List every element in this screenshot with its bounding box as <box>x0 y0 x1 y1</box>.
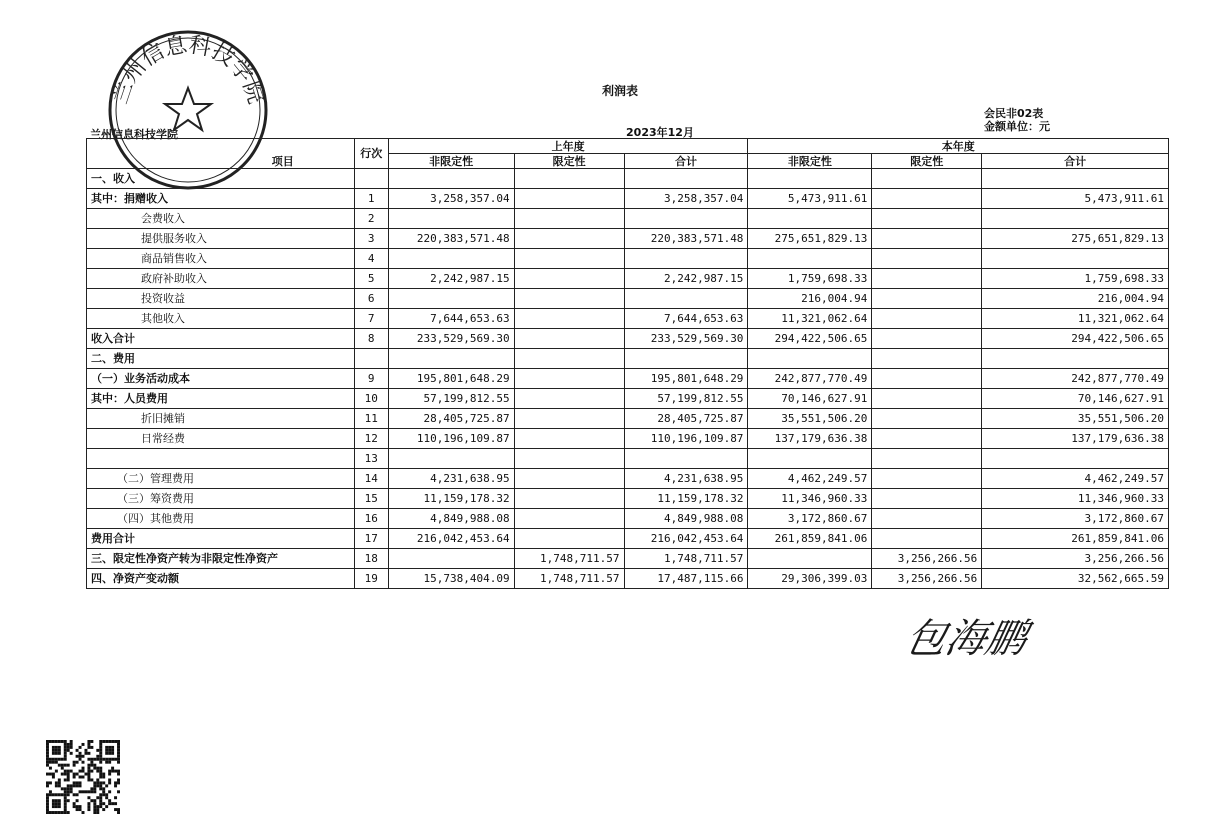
row-item-name: （一）业务活动成本 <box>87 369 355 389</box>
cell-curr-total: 216,004.94 <box>982 289 1169 309</box>
col-header-curr-total: 合计 <box>982 154 1169 169</box>
cell-curr-unrestricted: 242,877,770.49 <box>748 369 872 389</box>
col-header-curr-unrestricted: 非限定性 <box>748 154 872 169</box>
table-row <box>87 469 1169 489</box>
table-row <box>87 509 1169 529</box>
currency-unit: 金额单位：元 <box>984 120 1050 133</box>
cell-curr-restricted <box>872 209 982 229</box>
cell-prev-total: 11,159,178.32 <box>624 489 748 509</box>
cell-curr-unrestricted: 11,321,062.64 <box>748 309 872 329</box>
cell-curr-unrestricted <box>748 449 872 469</box>
cell-prev-restricted <box>514 329 624 349</box>
cell-prev-total: 220,383,571.48 <box>624 229 748 249</box>
cell-curr-restricted <box>872 349 982 369</box>
col-header-curr-year: 本年度 <box>748 139 1169 154</box>
cell-curr-unrestricted: 294,422,506.65 <box>748 329 872 349</box>
row-item-name: 一、收入 <box>87 169 355 189</box>
cell-curr-unrestricted: 3,172,860.67 <box>748 509 872 529</box>
cell-curr-total <box>982 449 1169 469</box>
cell-curr-total: 11,321,062.64 <box>982 309 1169 329</box>
cell-curr-restricted <box>872 529 982 549</box>
col-header-row-no: 行次 <box>354 139 388 169</box>
cell-prev-restricted <box>514 209 624 229</box>
cell-prev-unrestricted: 7,644,653.63 <box>388 309 514 329</box>
cell-prev-unrestricted: 3,258,357.04 <box>388 189 514 209</box>
cell-prev-unrestricted <box>388 289 514 309</box>
cell-prev-restricted <box>514 169 624 189</box>
cell-prev-restricted <box>514 249 624 269</box>
cell-prev-unrestricted: 4,849,988.08 <box>388 509 514 529</box>
cell-prev-unrestricted: 11,159,178.32 <box>388 489 514 509</box>
cell-curr-unrestricted: 1,759,698.33 <box>748 269 872 289</box>
row-item-name: 其中：人员费用 <box>87 389 355 409</box>
table-row <box>87 549 1169 569</box>
table-row <box>87 329 1169 349</box>
row-number: 11 <box>354 409 388 429</box>
form-code: 会民非02表 <box>984 107 1044 120</box>
cell-curr-restricted <box>872 229 982 249</box>
col-header-prev-total: 合计 <box>624 154 748 169</box>
cell-prev-unrestricted: 195,801,648.29 <box>388 369 514 389</box>
row-number: 13 <box>354 449 388 469</box>
cell-prev-total: 110,196,109.87 <box>624 429 748 449</box>
cell-prev-total: 216,042,453.64 <box>624 529 748 549</box>
cell-prev-total <box>624 289 748 309</box>
income-statement-table <box>86 138 1169 589</box>
cell-curr-unrestricted <box>748 209 872 229</box>
table-row <box>87 369 1169 389</box>
cell-prev-unrestricted: 28,405,725.87 <box>388 409 514 429</box>
cell-prev-total: 3,258,357.04 <box>624 189 748 209</box>
cell-prev-unrestricted <box>388 249 514 269</box>
cell-prev-total <box>624 209 748 229</box>
cell-curr-restricted <box>872 189 982 209</box>
cell-prev-restricted <box>514 349 624 369</box>
star-icon <box>165 88 211 130</box>
row-number: 3 <box>354 229 388 249</box>
cell-curr-restricted <box>872 469 982 489</box>
cell-curr-unrestricted <box>748 549 872 569</box>
cell-prev-unrestricted <box>388 349 514 369</box>
cell-prev-total <box>624 449 748 469</box>
qr-code-icon <box>46 740 120 814</box>
row-number <box>354 349 388 369</box>
cell-curr-restricted <box>872 329 982 349</box>
row-number: 7 <box>354 309 388 329</box>
row-item-name: 三、限定性净资产转为非限定性净资产 <box>87 549 355 569</box>
cell-curr-unrestricted <box>748 249 872 269</box>
row-item-name: 四、净资产变动额 <box>87 569 355 589</box>
row-number: 1 <box>354 189 388 209</box>
cell-curr-restricted <box>872 429 982 449</box>
cell-prev-restricted <box>514 489 624 509</box>
organization-name: 兰州信息科技学院 <box>90 128 178 141</box>
cell-curr-total: 294,422,506.65 <box>982 329 1169 349</box>
col-header-prev-year: 上年度 <box>388 139 748 154</box>
col-header-item: 项目 <box>87 139 355 169</box>
cell-curr-restricted <box>872 249 982 269</box>
col-header-curr-restricted: 限定性 <box>872 154 982 169</box>
cell-curr-unrestricted: 261,859,841.06 <box>748 529 872 549</box>
row-number: 16 <box>354 509 388 529</box>
cell-prev-restricted <box>514 369 624 389</box>
row-item-name: 提供服务收入 <box>87 229 355 249</box>
cell-curr-total: 242,877,770.49 <box>982 369 1169 389</box>
row-number: 10 <box>354 389 388 409</box>
cell-curr-total: 70,146,627.91 <box>982 389 1169 409</box>
cell-curr-restricted <box>872 369 982 389</box>
table-row <box>87 569 1169 589</box>
cell-prev-total: 7,644,653.63 <box>624 309 748 329</box>
cell-prev-total <box>624 349 748 369</box>
cell-prev-unrestricted: 57,199,812.55 <box>388 389 514 409</box>
official-seal <box>98 18 278 194</box>
cell-prev-total <box>624 249 748 269</box>
cell-prev-total: 57,199,812.55 <box>624 389 748 409</box>
cell-prev-total: 28,405,725.87 <box>624 409 748 429</box>
cell-prev-restricted: 1,748,711.57 <box>514 549 624 569</box>
row-item-name: 收入合计 <box>87 329 355 349</box>
cell-curr-total: 32,562,665.59 <box>982 569 1169 589</box>
row-number: 8 <box>354 329 388 349</box>
cell-curr-unrestricted: 275,651,829.13 <box>748 229 872 249</box>
col-header-prev-unrestricted: 非限定性 <box>388 154 514 169</box>
row-item-name: 商品销售收入 <box>87 249 355 269</box>
cell-curr-total: 3,172,860.67 <box>982 509 1169 529</box>
cell-prev-unrestricted: 15,738,404.09 <box>388 569 514 589</box>
report-period: 2023年12月 <box>626 126 694 139</box>
cell-prev-restricted <box>514 189 624 209</box>
row-number <box>354 169 388 189</box>
row-number: 15 <box>354 489 388 509</box>
cell-curr-total: 35,551,506.20 <box>982 409 1169 429</box>
cell-prev-unrestricted: 4,231,638.95 <box>388 469 514 489</box>
table-row <box>87 269 1169 289</box>
cell-curr-total: 3,256,266.56 <box>982 549 1169 569</box>
cell-curr-restricted <box>872 269 982 289</box>
cell-prev-total: 17,487,115.66 <box>624 569 748 589</box>
cell-curr-total: 1,759,698.33 <box>982 269 1169 289</box>
row-number: 17 <box>354 529 388 549</box>
cell-prev-unrestricted <box>388 449 514 469</box>
cell-prev-restricted <box>514 529 624 549</box>
table-row <box>87 349 1169 369</box>
row-item-name: （二）管理费用 <box>87 469 355 489</box>
cell-curr-restricted <box>872 289 982 309</box>
cell-curr-unrestricted: 5,473,911.61 <box>748 189 872 209</box>
cell-prev-unrestricted: 216,042,453.64 <box>388 529 514 549</box>
cell-curr-unrestricted: 35,551,506.20 <box>748 409 872 429</box>
row-item-name: 其他收入 <box>87 309 355 329</box>
cell-curr-restricted: 3,256,266.56 <box>872 569 982 589</box>
row-item-name: 折旧摊销 <box>87 409 355 429</box>
seal-text: 兰州信息科技学院 <box>107 32 269 107</box>
cell-curr-unrestricted <box>748 169 872 189</box>
table-row <box>87 249 1169 269</box>
cell-curr-restricted <box>872 309 982 329</box>
cell-prev-total: 4,849,988.08 <box>624 509 748 529</box>
cell-prev-restricted <box>514 269 624 289</box>
cell-prev-unrestricted <box>388 549 514 569</box>
table-row <box>87 449 1169 469</box>
cell-curr-total: 5,473,911.61 <box>982 189 1169 209</box>
cell-prev-restricted <box>514 449 624 469</box>
table-body <box>87 169 1169 589</box>
cell-curr-restricted <box>872 169 982 189</box>
cell-prev-restricted <box>514 289 624 309</box>
col-header-prev-restricted: 限定性 <box>514 154 624 169</box>
row-number: 2 <box>354 209 388 229</box>
cell-curr-total <box>982 249 1169 269</box>
cell-curr-total: 275,651,829.13 <box>982 229 1169 249</box>
cell-prev-restricted <box>514 469 624 489</box>
cell-curr-unrestricted: 137,179,636.38 <box>748 429 872 449</box>
row-item-name: 政府补助收入 <box>87 269 355 289</box>
row-number: 12 <box>354 429 388 449</box>
document-title: 利润表 <box>601 84 638 98</box>
cell-curr-total <box>982 349 1169 369</box>
row-item-name: 二、费用 <box>87 349 355 369</box>
table-row <box>87 429 1169 449</box>
table-row <box>87 529 1169 549</box>
cell-prev-restricted <box>514 429 624 449</box>
cell-curr-unrestricted: 70,146,627.91 <box>748 389 872 409</box>
row-item-name: 其中：捐赠收入 <box>87 189 355 209</box>
cell-curr-unrestricted <box>748 349 872 369</box>
cell-prev-total: 2,242,987.15 <box>624 269 748 289</box>
cell-curr-restricted <box>872 509 982 529</box>
cell-prev-restricted <box>514 509 624 529</box>
cell-curr-restricted <box>872 449 982 469</box>
cell-prev-total: 4,231,638.95 <box>624 469 748 489</box>
cell-prev-total: 195,801,648.29 <box>624 369 748 389</box>
cell-curr-total <box>982 209 1169 229</box>
cell-curr-total: 137,179,636.38 <box>982 429 1169 449</box>
row-number: 4 <box>354 249 388 269</box>
cell-curr-restricted <box>872 489 982 509</box>
cell-prev-restricted <box>514 229 624 249</box>
cell-prev-restricted: 1,748,711.57 <box>514 569 624 589</box>
row-number: 19 <box>354 569 388 589</box>
cell-curr-restricted <box>872 389 982 409</box>
cell-curr-unrestricted: 11,346,960.33 <box>748 489 872 509</box>
cell-prev-total <box>624 169 748 189</box>
row-item-name: （四）其他费用 <box>87 509 355 529</box>
cell-prev-restricted <box>514 389 624 409</box>
cell-curr-total <box>982 169 1169 189</box>
row-item-name: （三）筹资费用 <box>87 489 355 509</box>
row-number: 14 <box>354 469 388 489</box>
cell-prev-restricted <box>514 309 624 329</box>
cell-prev-unrestricted: 233,529,569.30 <box>388 329 514 349</box>
cell-prev-unrestricted: 110,196,109.87 <box>388 429 514 449</box>
row-item-name: 会费收入 <box>87 209 355 229</box>
cell-prev-total: 233,529,569.30 <box>624 329 748 349</box>
cell-curr-restricted: 3,256,266.56 <box>872 549 982 569</box>
signature-text: 包海鹏 <box>901 614 1032 662</box>
row-number: 5 <box>354 269 388 289</box>
cell-curr-unrestricted: 4,462,249.57 <box>748 469 872 489</box>
table-row <box>87 489 1169 509</box>
cell-prev-unrestricted: 2,242,987.15 <box>388 269 514 289</box>
row-number: 6 <box>354 289 388 309</box>
cell-prev-restricted <box>514 409 624 429</box>
table-row <box>87 229 1169 249</box>
cell-prev-total: 1,748,711.57 <box>624 549 748 569</box>
cell-curr-restricted <box>872 409 982 429</box>
row-item-name: 日常经费 <box>87 429 355 449</box>
row-item-name: 投资收益 <box>87 289 355 309</box>
row-number: 18 <box>354 549 388 569</box>
cell-curr-total: 4,462,249.57 <box>982 469 1169 489</box>
cell-curr-total: 261,859,841.06 <box>982 529 1169 549</box>
table-row <box>87 309 1169 329</box>
table-row <box>87 389 1169 409</box>
cell-curr-unrestricted: 216,004.94 <box>748 289 872 309</box>
table-row <box>87 409 1169 429</box>
cell-prev-unrestricted <box>388 209 514 229</box>
cell-prev-unrestricted <box>388 169 514 189</box>
table-row <box>87 209 1169 229</box>
cell-curr-total: 11,346,960.33 <box>982 489 1169 509</box>
row-number: 9 <box>354 369 388 389</box>
row-item-name: 费用合计 <box>87 529 355 549</box>
cell-curr-unrestricted: 29,306,399.03 <box>748 569 872 589</box>
signature <box>898 602 1038 672</box>
row-item-name <box>87 449 355 469</box>
table-row <box>87 289 1169 309</box>
cell-prev-unrestricted: 220,383,571.48 <box>388 229 514 249</box>
